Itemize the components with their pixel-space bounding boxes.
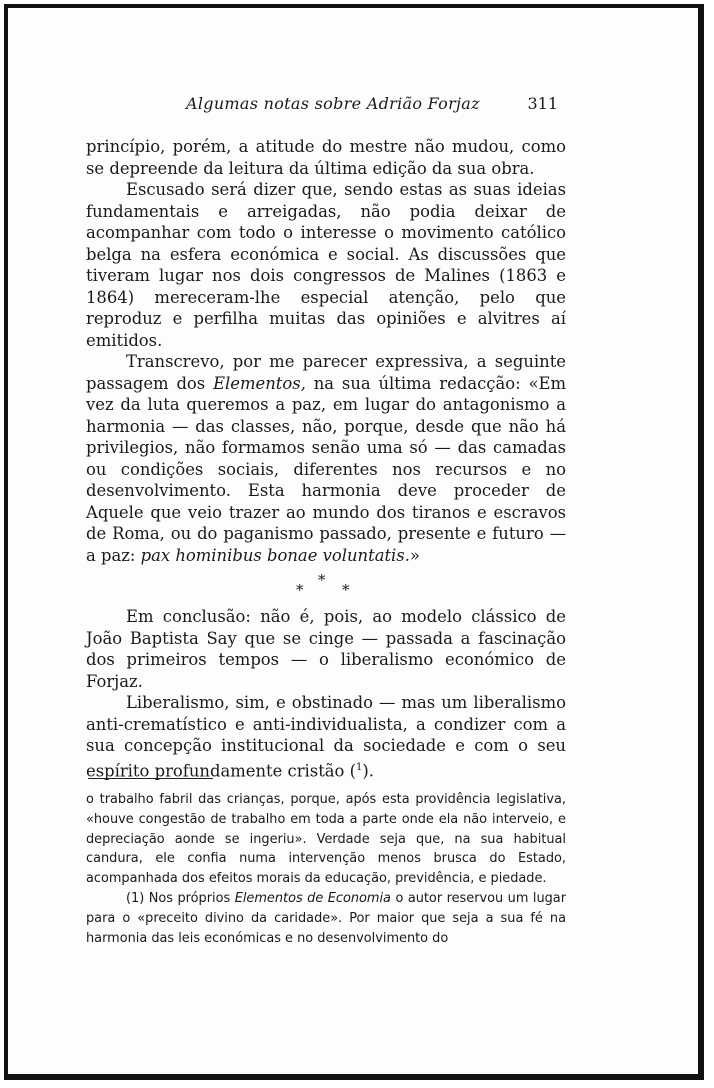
running-title: Algumas notas sobre Adrião Forjaz: [186, 94, 480, 113]
paragraph: Em conclusão: não é, pois, ao modelo clássico de João Baptista Say que se cinge — passada a fascinação dos primeiros tempos — o liberalismo económico de Forjaz.: [86, 607, 566, 691]
paragraph-text: ).: [362, 760, 375, 780]
separator-asterisk: *: [318, 571, 326, 589]
paragraph-text: »: [409, 545, 420, 565]
running-header: [86, 94, 566, 120]
separator-asterisk: *: [296, 581, 304, 599]
section-separator: [86, 566, 566, 606]
paragraph: princípio, porém, a atitude do mestre não mudou, como se depreende da leitura da última edição da sua obra.: [86, 137, 566, 178]
paragraph-text: Transcrevo, por me parecer expressiva, a seguinte passagem dos: [86, 352, 566, 393]
footnote-italic-title: Elementos de Economia: [234, 890, 391, 906]
footnote-rule: [88, 778, 213, 779]
footnotes: [86, 790, 566, 948]
footnote-marker: (1): [126, 890, 145, 906]
latin-quote: pax hominibus bonae voluntatis.: [140, 545, 410, 565]
footnote-reference: 1: [356, 761, 363, 773]
footnote: [86, 889, 566, 948]
page-frame: [4, 4, 704, 1080]
page-number: 311: [527, 94, 558, 113]
footnote-text: o autor reservou um lugar para o «preceito divino da caridade». Por maior que seja a sua fé na harmonia das leis económicas e no desenvolvimento do: [86, 890, 566, 946]
paragraph: Escusado será dizer que, sendo estas as suas ideias fundamentais e arreigadas, não podia deixar de acompanhar com todo o interesse o movimento católico belga na esfera económica e social. As discussões que tiveram lugar nos dois congressos de Malines (1863 e 1864) mereceram-lhe especial atenção, pelo que reproduz e perfilha muitas das opiniões e alvitres aí emitidos.: [86, 180, 566, 350]
footnote-continuation: o trabalho fabril das crianças, porque, após esta providência legislativa, «houve congestão de trabalho em toda a parte onde ela não interveio, e depreciação aonde se ingeriu». Verdade seja que, na sua habitual candura, ele confia numa intervenção menos brusca do Estado, acompanhada dos efeitos morais da educação, previdência, e piedade.: [86, 792, 566, 887]
separator-asterisk: *: [342, 581, 350, 599]
paragraph: [86, 351, 566, 566]
paragraph-text: na sua última redacção: «Em vez da luta queremos a paz, em lugar do antagonismo a harmonia — das classes, não, porque, desde que não há privilegios, não formamos senão uma só — das camadas ou condições sociais, diferentes nos recursos e no desenvolvimento. Esta harmonia deve proceder de Aquele que veio trazer ao mundo dos tiranos e escravos de Roma, ou do paganismo passado, presente e futuro — a paz:: [86, 373, 566, 565]
paragraph-text: Liberalismo, sim, e obstinado — mas um liberalismo anti-crematístico e anti-individualista, a condizer com a sua concepção institucional da sociedade e com o seu espírito profundamente cristão (: [86, 693, 566, 780]
main-text: [86, 136, 566, 781]
footnote-text: Nos próprios: [144, 890, 235, 906]
italic-title: Elementos,: [213, 373, 306, 393]
paragraph: [86, 692, 566, 781]
